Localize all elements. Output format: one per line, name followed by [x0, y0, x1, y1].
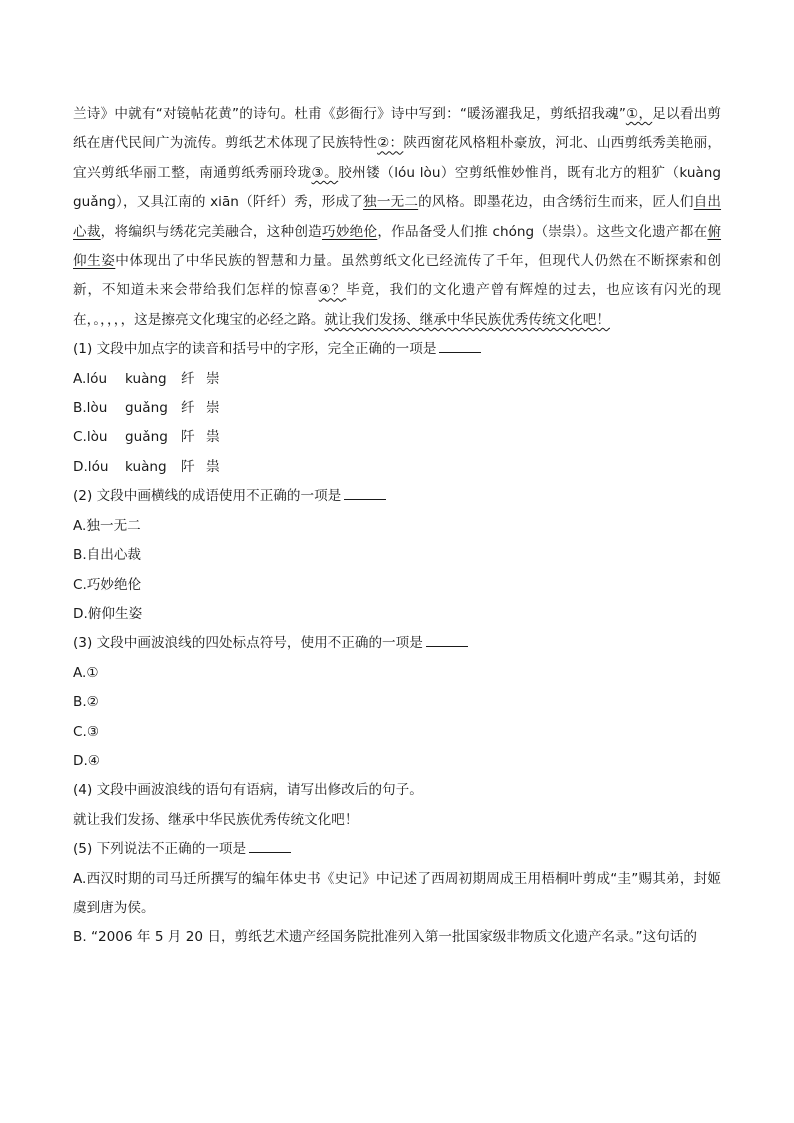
q2-option-c[interactable]: C.巧妙绝伦: [73, 576, 142, 593]
wavy-punct-2: ②：: [377, 135, 404, 152]
q2-option-b[interactable]: B.自出心裁: [73, 547, 142, 564]
answer-blank: [426, 632, 468, 647]
passage-text: 中体现出了中华民族的智慧和力量。虽然剪纸文化已经流传了千年，但现代人仍然在不断探索和创新，不知道未来会带给我们怎样的惊喜: [73, 253, 721, 299]
question-4-stem: (4) 文段中画波浪线的语句有语病，请写出修改后的句子。: [73, 782, 423, 799]
option-char: 阡: [181, 458, 195, 475]
q3-option-c[interactable]: C.③: [73, 723, 99, 740]
answer-blank: [249, 838, 291, 853]
q3-option-a[interactable]: A.①: [73, 664, 99, 681]
q1-option-b[interactable]: [73, 394, 721, 423]
question-text: (3) 文段中画波浪线的四处标点符号，使用不正确的一项是: [73, 635, 423, 652]
option-char: 祟: [206, 458, 220, 475]
document-content: [73, 100, 721, 953]
option-label: B.lòu: [73, 400, 108, 417]
q5-option-b[interactable]: B. “2006 年 5 月 20 日，剪纸艺术遗产经国务院批准列入第一批国家级非物质文化遗产名录。”这句话的: [73, 929, 697, 946]
option-char: 纤: [181, 400, 195, 417]
answer-blank: [344, 485, 386, 500]
question-text: (1) 文段中加点字的读音和括号中的字形，完全正确的一项是: [73, 341, 437, 358]
q1-option-a[interactable]: [73, 365, 721, 394]
underlined-idiom-4: 俯仰生姿: [73, 223, 722, 270]
option-pinyin: guǎng: [125, 429, 168, 446]
q1-option-d[interactable]: [73, 453, 721, 482]
option-char: 阡: [181, 429, 195, 446]
q1-option-c[interactable]: [73, 423, 721, 452]
passage-text: 毕竟，我们的文化遗产曾有辉煌的过去，也应该有闪光的现在，: [73, 282, 722, 328]
question-text: (2) 文段中画横线的成语使用不正确的一项是: [73, 488, 342, 505]
underlined-idiom-3: 巧妙绝伦: [321, 223, 378, 240]
underlined-idiom-1: 独一无二: [363, 194, 419, 211]
passage-text: 。，，，，这是擦亮文化瑰宝的必经之路。: [93, 311, 325, 328]
question-text: (5) 下列说法不正确的一项是: [73, 841, 247, 858]
option-char: 崇: [206, 400, 220, 417]
q2-option-a[interactable]: A.独一无二: [73, 517, 141, 534]
q2-option-d[interactable]: D.俯仰生姿: [73, 605, 143, 622]
passage-text: 足以看出剪纸在唐代民间广为流传。剪纸艺术体现了民族特性: [73, 106, 721, 152]
passage-text: ，作品备受人们推 chóng（崇祟）。这些文化遗产都在: [377, 223, 708, 240]
wavy-punct-3: ③。: [311, 164, 339, 181]
question-5-stem: [73, 835, 721, 864]
wavy-punct-4: ④？: [318, 282, 347, 299]
q3-option-b[interactable]: B.②: [73, 694, 99, 711]
option-pinyin: kuàng: [125, 458, 167, 475]
underlined-idiom-2: 自出心裁: [73, 194, 722, 240]
option-label: C.lòu: [73, 429, 108, 446]
option-label: A.lóu: [73, 370, 108, 387]
answer-blank: [439, 338, 481, 353]
passage-paragraph: [73, 100, 721, 335]
passage-text: 胶州镂（lóu lòu）空剪纸惟妙惟肖，既有北方的粗犷（kuàng guǎng），又具江南的 xiān（阡纤）秀，形成了: [73, 164, 722, 211]
q5-option-a[interactable]: A.西汉时期的司马迁所撰写的编年体史书《史记》中记述了西周初期周成王用梧桐叶剪成“圭”赐其弟，封姬虞到唐为侯。: [73, 870, 721, 916]
option-label: D.lóu: [73, 458, 109, 475]
passage-text: ，将编织与绣花完美融合，这种创造: [100, 223, 322, 240]
wavy-sentence: 就让我们发扬、继承中华民族优秀传统文化吧！: [324, 311, 610, 328]
option-char: 祟: [206, 429, 220, 446]
passage-text: 陕西窗花风格粗朴豪放，河北、山西剪纸秀美艳丽，宜兴剪纸华丽工整，南通剪纸秀丽玲珑: [73, 135, 722, 181]
question-3-stem: [73, 629, 721, 658]
wavy-punct-1: ①，: [625, 106, 653, 122]
passage-text: 的风格。即墨花边，由含绣衍生而来，匠人们: [418, 194, 694, 211]
option-pinyin: guǎng: [125, 400, 168, 417]
option-pinyin: kuàng: [125, 370, 167, 387]
option-char: 纤: [181, 370, 195, 387]
option-char: 崇: [206, 370, 220, 387]
question-2-stem: [73, 482, 721, 511]
question-4-answer: 就让我们发扬、继承中华民族优秀传统文化吧！: [73, 811, 359, 828]
passage-text: 兰诗》中就有“对镜帖花黄”的诗句。杜甫《彭衙行》诗中写到：“暖汤濯我足，剪纸招我魂”: [73, 106, 626, 122]
question-1-stem: [73, 335, 721, 364]
q3-option-d[interactable]: D.④: [73, 752, 100, 769]
